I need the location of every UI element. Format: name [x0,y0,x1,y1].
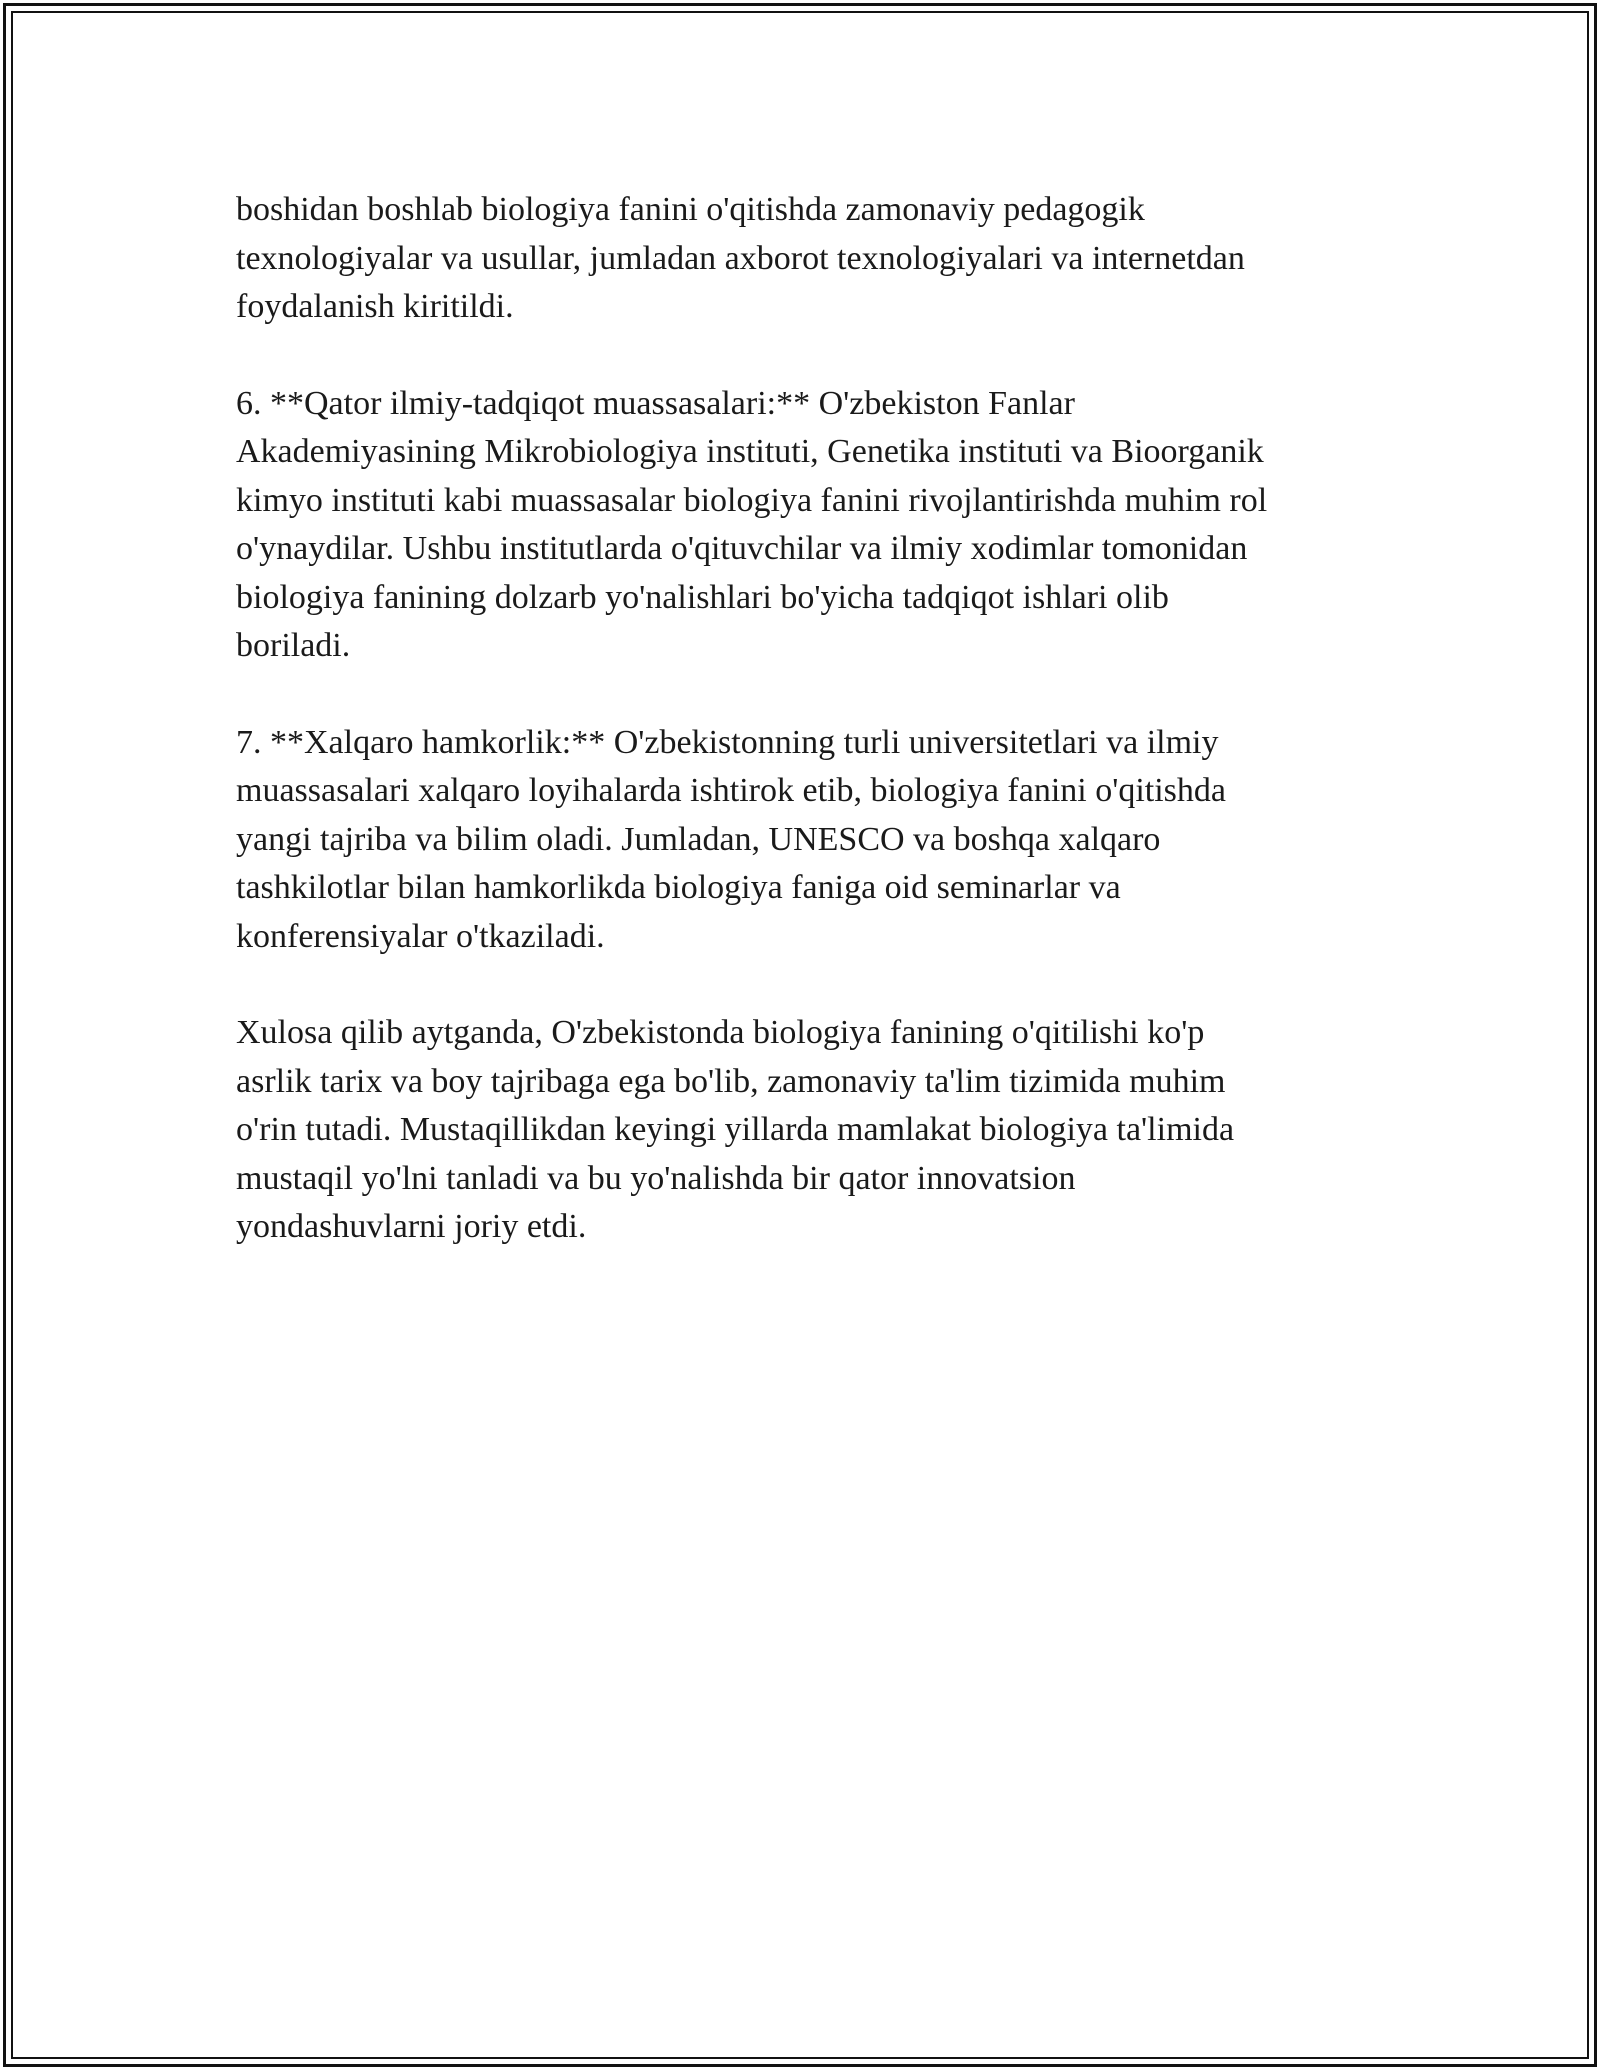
text-line: Xulosa qilib aytganda, O'zbekistonda biologiya fanining o'qitilishi ko'p [236,1014,1205,1051]
text-line: boriladi. [236,627,351,664]
text-line: tashkilotlar bilan hamkorlikda biologiya faniga oid seminarlar va [236,869,1121,906]
text-line: boshidan boshlab biologiya fanini o'qitishda zamonaviy pedagogik [236,191,1145,228]
text-line: muassasalari xalqaro loyihalarda ishtirok etib, biologiya fanini o'qitishda [236,772,1227,809]
text-line: o'rin tutadi. Mustaqillikdan keyingi yillarda mamlakat biologiya ta'limida [236,1111,1235,1148]
paragraph-item-6 [236,380,1376,671]
text-line: asrlik tarix va boy tajribaga ega bo'lib, zamonaviy ta'lim tizimida muhim [236,1062,1226,1100]
text-line: foydalanish kiritildi. [236,288,514,325]
text-line: 7. **Xalqaro hamkorlik:** O'zbekistonning turli universitetlari va ilmiy [236,723,1219,761]
text-line: kimyo instituti kabi muassasalar biologiya fanini rivojlantirishda muhim rol [236,481,1268,519]
text-line: o'ynaydilar. Ushbu institutlarda o'qituvchilar va ilmiy xodimlar tomonidan [236,530,1248,567]
paragraph-continuation [236,186,1376,332]
text-line: Akademiyasining Mikrobiologiya instituti, Genetika instituti va Bioorganik [236,433,1264,470]
paragraph-item-7 [236,719,1376,962]
document-body [236,186,1376,1300]
text-line: 6. **Qator ilmiy-tadqiqot muassasalari:** O'zbekiston Fanlar [236,384,1075,422]
text-line: yangi tajriba va bilim oladi. Jumladan, UNESCO va boshqa xalqaro [236,820,1161,858]
paragraph-conclusion [236,1009,1376,1252]
text-line: yondashuvlarni joriy etdi. [236,1208,587,1245]
text-line: konferensiyalar o'tkaziladi. [236,917,605,955]
text-line: biologiya fanining dolzarb yo'nalishlari bo'yicha tadqiqot ishlari olib [236,578,1169,616]
text-line: texnologiyalar va usullar, jumladan axborot texnologiyalari va internetdan [236,239,1245,277]
text-line: mustaqil yo'lni tanladi va bu yo'nalishda bir qator innovatsion [236,1159,1076,1197]
